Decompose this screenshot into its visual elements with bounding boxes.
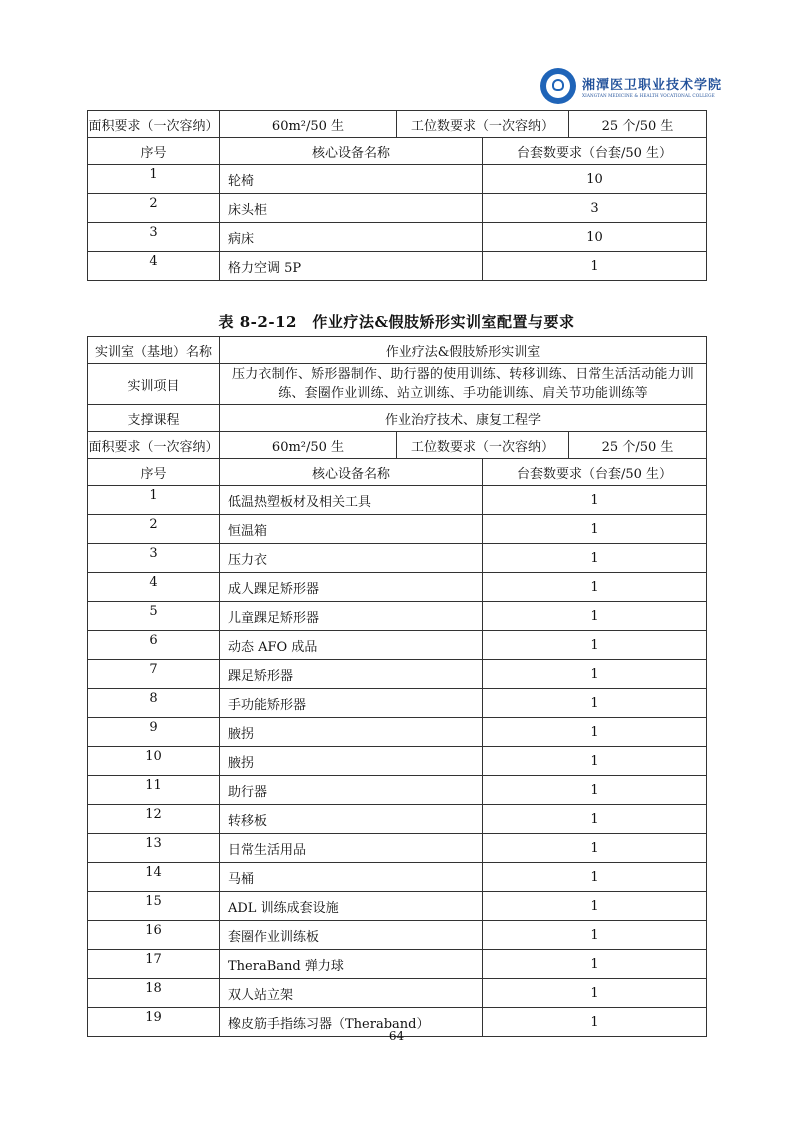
- table-row: [88, 223, 707, 252]
- row-equipment-name: 低温热塑板材及相关工具: [220, 486, 483, 515]
- col-qty-header: 台套数要求（台套/50 生）: [483, 138, 707, 165]
- row-equipment-name: 轮椅: [220, 165, 483, 194]
- college-seal-icon: [540, 68, 576, 104]
- row-quantity: 1: [483, 776, 707, 805]
- course-row: [88, 405, 707, 432]
- college-name: [582, 74, 722, 98]
- table-row: [88, 718, 707, 747]
- row-quantity: 1: [483, 979, 707, 1008]
- row-seq: 3: [88, 544, 220, 573]
- table-row: [88, 805, 707, 834]
- row-equipment-name: 成人踝足矫形器: [220, 573, 483, 602]
- course-value: 作业治疗技术、康复工程学: [220, 405, 707, 432]
- row-seq: 12: [88, 805, 220, 834]
- station-value: 25 个/50 生: [569, 432, 707, 459]
- col-seq-header: 序号: [88, 459, 220, 486]
- row-seq: 11: [88, 776, 220, 805]
- row-seq: 5: [88, 602, 220, 631]
- table-row: [88, 486, 707, 515]
- area-value: 60m²/50 生: [220, 111, 397, 138]
- row-seq: 17: [88, 950, 220, 979]
- row-seq: 4: [88, 252, 220, 281]
- table-row: [88, 631, 707, 660]
- row-equipment-name: 压力衣: [220, 544, 483, 573]
- row-equipment-name: TheraBand 弹力球: [220, 950, 483, 979]
- table-row: [88, 573, 707, 602]
- row-quantity: 1: [483, 1008, 707, 1037]
- table-row: [88, 602, 707, 631]
- row-equipment-name: ADL 训练成套设施: [220, 892, 483, 921]
- area-label: 面积要求（一次容纳）: [88, 111, 220, 138]
- table-row: [88, 165, 707, 194]
- row-seq: 10: [88, 747, 220, 776]
- table-row: [88, 660, 707, 689]
- row-quantity: 1: [483, 747, 707, 776]
- row-equipment-name: 马桶: [220, 863, 483, 892]
- col-seq-header: 序号: [88, 138, 220, 165]
- row-seq: 8: [88, 689, 220, 718]
- row-quantity: 1: [483, 863, 707, 892]
- college-name-en: XIANGTAN MEDICINE & HEALTH VOCATIONAL COLLEGE: [582, 93, 715, 98]
- row-equipment-name: 床头柜: [220, 194, 483, 223]
- row-seq: 3: [88, 223, 220, 252]
- row-equipment-name: 套圈作业训练板: [220, 921, 483, 950]
- equipment-table-continued: [87, 110, 707, 281]
- row-quantity: 10: [483, 165, 707, 194]
- row-quantity: 1: [483, 660, 707, 689]
- area-label: 面积要求（一次容纳）: [88, 432, 220, 459]
- row-equipment-name: 转移板: [220, 805, 483, 834]
- table-row: [88, 834, 707, 863]
- base-value: 作业疗法&假肢矫形实训室: [220, 337, 707, 364]
- row-quantity: 1: [483, 892, 707, 921]
- row-seq: 7: [88, 660, 220, 689]
- row-seq: 2: [88, 515, 220, 544]
- row-equipment-name: 腋拐: [220, 718, 483, 747]
- row-quantity: 1: [483, 689, 707, 718]
- base-label: 实训室（基地）名称: [88, 337, 220, 364]
- row-quantity: 3: [483, 194, 707, 223]
- table-row: [88, 950, 707, 979]
- row-seq: 2: [88, 194, 220, 223]
- table-row: [88, 252, 707, 281]
- row-quantity: 1: [483, 252, 707, 281]
- row-seq: 9: [88, 718, 220, 747]
- area-row: [88, 432, 707, 459]
- row-seq: 15: [88, 892, 220, 921]
- row-seq: 14: [88, 863, 220, 892]
- row-equipment-name: 恒温箱: [220, 515, 483, 544]
- row-seq: 13: [88, 834, 220, 863]
- table-row: [88, 979, 707, 1008]
- row-quantity: 1: [483, 573, 707, 602]
- row-seq: 4: [88, 573, 220, 602]
- table-row: [88, 921, 707, 950]
- row-quantity: 1: [483, 805, 707, 834]
- row-seq: 19: [88, 1008, 220, 1037]
- college-logo: [540, 66, 723, 106]
- project-label: 实训项目: [88, 364, 220, 405]
- table-row: [88, 689, 707, 718]
- row-equipment-name: 双人站立架: [220, 979, 483, 1008]
- table-row: [88, 515, 707, 544]
- row-quantity: 1: [483, 950, 707, 979]
- area-row: [88, 111, 707, 138]
- row-equipment-name: 助行器: [220, 776, 483, 805]
- college-name-cn: 湘潭医卫职业技术学院: [582, 78, 723, 93]
- station-value: 25 个/50 生: [569, 111, 707, 138]
- table-row: [88, 776, 707, 805]
- table-row: [88, 863, 707, 892]
- base-row: [88, 337, 707, 364]
- station-label: 工位数要求（一次容纳）: [397, 432, 569, 459]
- row-equipment-name: 踝足矫形器: [220, 660, 483, 689]
- project-value: 压力衣制作、矫形器制作、助行器的使用训练、转移训练、日常生活活动能力训练、套圈作业训练、站立训练、手功能训练、肩关节功能训练等: [220, 364, 707, 405]
- row-equipment-name: 手功能矫形器: [220, 689, 483, 718]
- equipment-table: [87, 336, 707, 1037]
- table-row: [88, 544, 707, 573]
- table-row: [88, 892, 707, 921]
- area-value: 60m²/50 生: [220, 432, 397, 459]
- col-name-header: 核心设备名称: [220, 459, 483, 486]
- row-equipment-name: 橡皮筋手指练习器（Theraband）: [220, 1008, 483, 1037]
- course-label: 支撑课程: [88, 405, 220, 432]
- row-quantity: 10: [483, 223, 707, 252]
- col-qty-header: 台套数要求（台套/50 生）: [483, 459, 707, 486]
- table-row: [88, 747, 707, 776]
- row-seq: 18: [88, 979, 220, 1008]
- page-number: 64: [388, 1029, 405, 1043]
- station-label: 工位数要求（一次容纳）: [397, 111, 569, 138]
- row-equipment-name: 病床: [220, 223, 483, 252]
- row-seq: 1: [88, 165, 220, 194]
- table-row: [88, 194, 707, 223]
- header-row: [88, 138, 707, 165]
- row-quantity: 1: [483, 515, 707, 544]
- row-quantity: 1: [483, 921, 707, 950]
- row-quantity: 1: [483, 486, 707, 515]
- row-equipment-name: 格力空调 5P: [220, 252, 483, 281]
- row-equipment-name: 日常生活用品: [220, 834, 483, 863]
- row-quantity: 1: [483, 602, 707, 631]
- header-row: [88, 459, 707, 486]
- col-name-header: 核心设备名称: [220, 138, 483, 165]
- table-caption: 表 8-2-12 作业疗法&假肢矫形实训室配置与要求: [218, 313, 575, 331]
- row-seq: 6: [88, 631, 220, 660]
- row-seq: 1: [88, 486, 220, 515]
- project-row: [88, 364, 707, 405]
- row-seq: 16: [88, 921, 220, 950]
- row-equipment-name: 腋拐: [220, 747, 483, 776]
- row-quantity: 1: [483, 834, 707, 863]
- row-quantity: 1: [483, 544, 707, 573]
- row-equipment-name: 儿童踝足矫形器: [220, 602, 483, 631]
- row-equipment-name: 动态 AFO 成品: [220, 631, 483, 660]
- row-quantity: 1: [483, 718, 707, 747]
- row-quantity: 1: [483, 631, 707, 660]
